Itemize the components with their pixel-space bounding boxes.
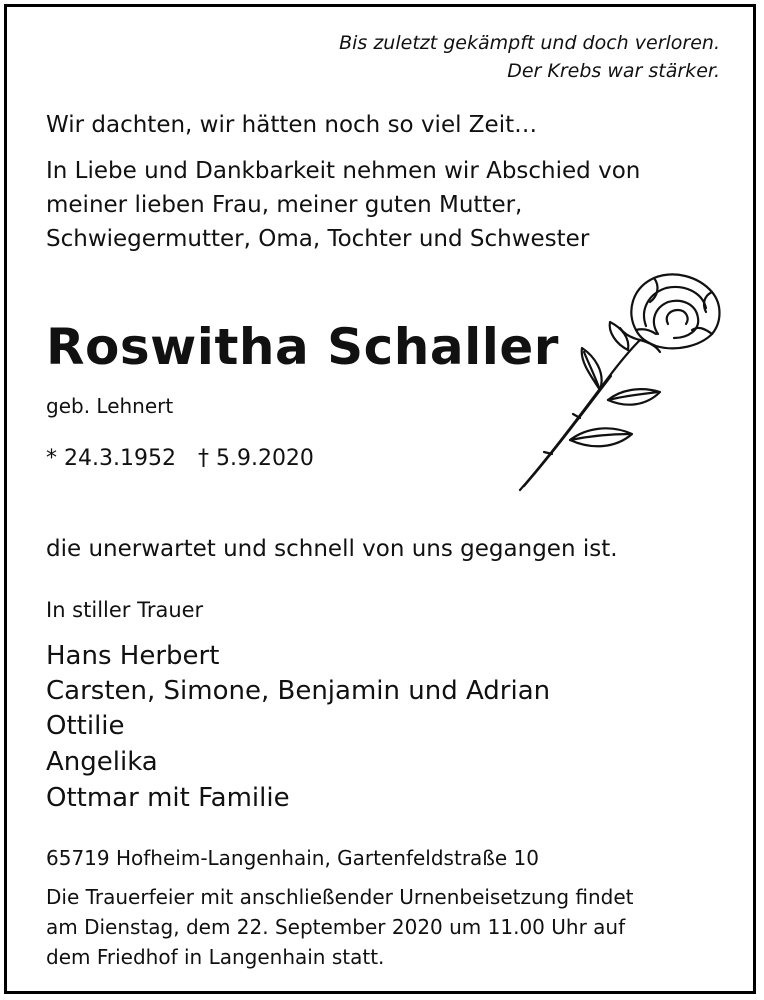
- mourner-3: Ottilie: [46, 711, 125, 741]
- mourner-1: Hans Herbert: [46, 641, 220, 671]
- death-date: † 5.9.2020: [197, 446, 314, 471]
- intro-line-4: Schwiegermutter, Oma, Tochter und Schwester: [46, 226, 590, 252]
- intro-line-1: Wir dachten, wir hätten noch so viel Zeit…: [46, 112, 538, 138]
- ceremony-line-1: Die Trauerfeier mit anschließender Urnenbeisetzung findet: [46, 885, 634, 909]
- ceremony-line-3: dem Friedhof in Langenhain statt.: [46, 945, 385, 969]
- motto-line-1: Bis zuletzt gekämpft und doch verloren.: [339, 32, 720, 54]
- rose-icon: [508, 268, 728, 498]
- mourning-label: In stiller Trauer: [46, 598, 204, 622]
- life-dates: [46, 448, 314, 470]
- birth-date: * 24.3.1952: [46, 446, 176, 471]
- mourner-4: Angelika: [46, 747, 158, 777]
- deceased-name: Roswitha Schaller: [46, 318, 559, 376]
- intro-line-2: In Liebe und Dankbarkeit nehmen wir Abschied von: [46, 158, 641, 184]
- passing-text: die unerwartet und schnell von uns gegangen ist.: [46, 536, 618, 562]
- address: 65719 Hofheim-Langenhain, Gartenfeldstraße 10: [46, 846, 540, 870]
- mourner-5: Ottmar mit Familie: [46, 783, 290, 813]
- intro-line-3: meiner lieben Frau, meiner guten Mutter,: [46, 192, 523, 218]
- birth-name: geb. Lehnert: [46, 394, 174, 418]
- mourner-2: Carsten, Simone, Benjamin und Adrian: [46, 676, 551, 706]
- motto-line-2: Der Krebs war stärker.: [507, 60, 720, 82]
- ceremony-line-2: am Dienstag, dem 22. September 2020 um 11.00 Uhr auf: [46, 915, 626, 939]
